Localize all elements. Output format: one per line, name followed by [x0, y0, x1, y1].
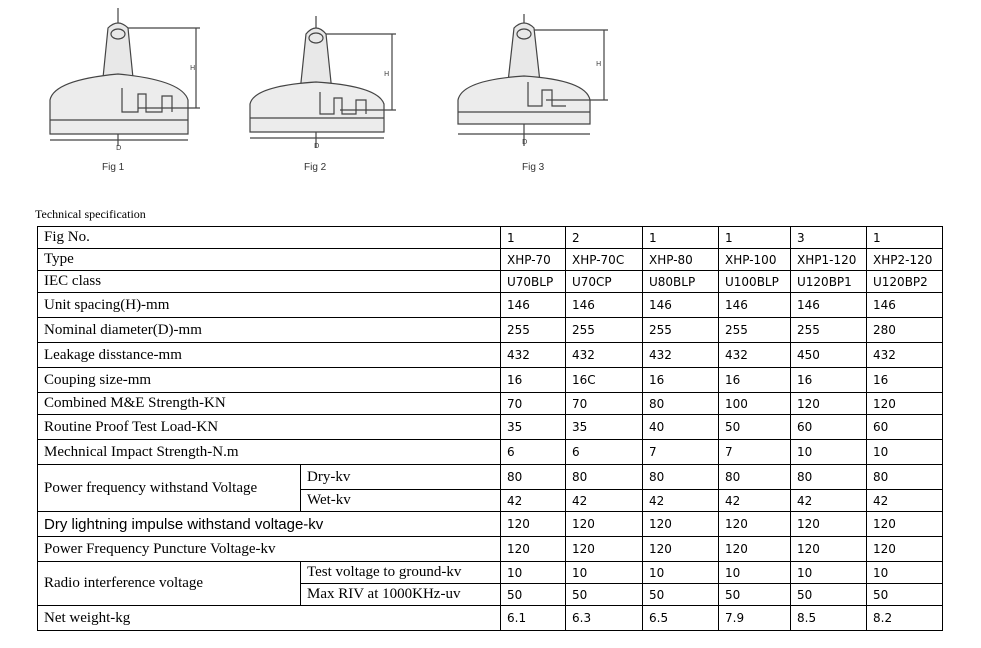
sub-row-label: Test voltage to ground-kv	[301, 562, 501, 584]
cell: 35	[501, 415, 566, 440]
cell: 7	[643, 440, 719, 465]
cell: 255	[791, 318, 867, 343]
cell: 42	[643, 490, 719, 512]
cell: 6.1	[501, 606, 566, 631]
cell: XHP-80	[643, 249, 719, 271]
row-label: Dry lightning impulse withstand voltage-kv	[38, 512, 501, 537]
table-row-radio-test-voltage	[38, 562, 943, 584]
cell: 120	[566, 512, 643, 537]
cell: 8.5	[791, 606, 867, 631]
cell: 42	[566, 490, 643, 512]
cell: 80	[566, 465, 643, 490]
table-row-power-freq-dry	[38, 465, 943, 490]
figure-label: Fig 3	[522, 162, 545, 173]
cell: 16	[501, 368, 566, 393]
cell: 2	[566, 227, 643, 249]
cell: 35	[566, 415, 643, 440]
cell: 10	[867, 440, 943, 465]
sub-row-label: Wet-kv	[301, 490, 501, 512]
cell: U70BLP	[501, 271, 566, 293]
cell: 42	[791, 490, 867, 512]
cell: 6	[501, 440, 566, 465]
cell: 16	[791, 368, 867, 393]
dimension-h-label: H	[190, 64, 196, 72]
row-label: Routine Proof Test Load-KN	[38, 415, 501, 440]
dimension-d-label: D	[314, 142, 320, 150]
cell: 120	[791, 512, 867, 537]
cell: U120BP1	[791, 271, 867, 293]
cell: 42	[501, 490, 566, 512]
dimension-h-label: H	[596, 60, 602, 68]
figure-3	[450, 8, 615, 173]
cell: 120	[867, 537, 943, 562]
cell: U70CP	[566, 271, 643, 293]
cell: 280	[867, 318, 943, 343]
table-row-dry-lightning	[38, 512, 943, 537]
cell: 146	[566, 293, 643, 318]
figure-2	[244, 8, 404, 173]
cell: 1	[643, 227, 719, 249]
cell: 40	[643, 415, 719, 440]
table-row-routine-proof	[38, 415, 943, 440]
cell: XHP-100	[719, 249, 791, 271]
cell: U80BLP	[643, 271, 719, 293]
cell: 60	[867, 415, 943, 440]
dimension-h-label: H	[384, 70, 390, 78]
cell: 10	[867, 562, 943, 584]
cell: 120	[643, 512, 719, 537]
cell: 7	[719, 440, 791, 465]
cell: 432	[643, 343, 719, 368]
cell: U100BLP	[719, 271, 791, 293]
cell: 10	[501, 562, 566, 584]
cell: 255	[643, 318, 719, 343]
cell: 70	[501, 393, 566, 415]
cell: 432	[566, 343, 643, 368]
cell: 16	[867, 368, 943, 393]
row-label: Leakage disstance-mm	[38, 343, 501, 368]
row-label: Fig No.	[38, 227, 501, 249]
cell: 80	[643, 393, 719, 415]
cell: 70	[566, 393, 643, 415]
cell: 50	[566, 584, 643, 606]
cell: 42	[867, 490, 943, 512]
spec-table	[37, 226, 943, 631]
cell: 80	[791, 465, 867, 490]
row-label: Nominal diameter(D)-mm	[38, 318, 501, 343]
table-row-combined-me	[38, 393, 943, 415]
cell: 255	[566, 318, 643, 343]
spec-title: Technical specification	[35, 207, 146, 221]
table-row-unit-spacing	[38, 293, 943, 318]
cell: 16	[719, 368, 791, 393]
cell: XHP2-120	[867, 249, 943, 271]
cell: 50	[719, 584, 791, 606]
cell: 120	[719, 512, 791, 537]
row-label: Combined M&E Strength-KN	[38, 393, 501, 415]
cell: 1	[719, 227, 791, 249]
row-label: Couping size-mm	[38, 368, 501, 393]
cell: 50	[791, 584, 867, 606]
cell: 120	[643, 537, 719, 562]
cell: 50	[643, 584, 719, 606]
cell: 120	[501, 537, 566, 562]
insulator-drawing-fig3	[450, 8, 615, 158]
cell: U120BP2	[867, 271, 943, 293]
insulator-drawing-fig2	[244, 8, 404, 158]
cell: XHP1-120	[791, 249, 867, 271]
table-row-iec-class	[38, 271, 943, 293]
cell: 450	[791, 343, 867, 368]
row-label: Type	[38, 249, 501, 271]
row-label: Power frequency withstand Voltage	[38, 465, 301, 512]
cell: 6.3	[566, 606, 643, 631]
cell: 10	[643, 562, 719, 584]
cell: 100	[719, 393, 791, 415]
table-row-couping	[38, 368, 943, 393]
row-label: Mechnical Impact Strength-N.m	[38, 440, 501, 465]
cell: 10	[791, 440, 867, 465]
cell: XHP-70	[501, 249, 566, 271]
cell: 80	[867, 465, 943, 490]
row-label: Power Frequency Puncture Voltage-kv	[38, 537, 501, 562]
cell: 146	[791, 293, 867, 318]
table-row-mech-impact	[38, 440, 943, 465]
cell: 42	[719, 490, 791, 512]
cell: 50	[501, 584, 566, 606]
cell: 255	[719, 318, 791, 343]
cell: 432	[501, 343, 566, 368]
row-label: Unit spacing(H)-mm	[38, 293, 501, 318]
cell: 146	[867, 293, 943, 318]
table-row-net-weight	[38, 606, 943, 631]
cell: 50	[867, 584, 943, 606]
figure-label: Fig 2	[304, 162, 327, 173]
dimension-d-label: D	[522, 138, 528, 146]
dimension-d-label: D	[116, 144, 122, 152]
cell: 120	[867, 512, 943, 537]
cell: 1	[867, 227, 943, 249]
cell: 16	[643, 368, 719, 393]
cell: 50	[719, 415, 791, 440]
cell: 146	[643, 293, 719, 318]
insulator-drawing-fig1	[38, 8, 213, 158]
table-row-fig-no	[38, 227, 943, 249]
table-row-leakage	[38, 343, 943, 368]
cell: 80	[501, 465, 566, 490]
cell: XHP-70C	[566, 249, 643, 271]
cell: 60	[791, 415, 867, 440]
cell: 10	[719, 562, 791, 584]
row-label: Net weight-kg	[38, 606, 501, 631]
sub-row-label: Max RIV at 1000KHz-uv	[301, 584, 501, 606]
cell: 10	[566, 562, 643, 584]
cell: 80	[719, 465, 791, 490]
table-row-power-freq-puncture	[38, 537, 943, 562]
cell: 120	[791, 537, 867, 562]
table-row-type	[38, 249, 943, 271]
figure-label: Fig 1	[102, 162, 125, 173]
row-label: Radio interference voltage	[38, 562, 301, 606]
cell: 432	[867, 343, 943, 368]
cell: 6.5	[643, 606, 719, 631]
cell: 120	[566, 537, 643, 562]
table-row-nominal-diameter	[38, 318, 943, 343]
figure-1	[38, 8, 213, 173]
cell: 80	[643, 465, 719, 490]
cell: 120	[501, 512, 566, 537]
sub-row-label: Dry-kv	[301, 465, 501, 490]
row-label: IEC class	[38, 271, 501, 293]
cell: 146	[719, 293, 791, 318]
cell: 120	[867, 393, 943, 415]
cell: 120	[719, 537, 791, 562]
cell: 6	[566, 440, 643, 465]
cell: 146	[501, 293, 566, 318]
cell: 8.2	[867, 606, 943, 631]
cell: 432	[719, 343, 791, 368]
cell: 3	[791, 227, 867, 249]
cell: 16C	[566, 368, 643, 393]
cell: 7.9	[719, 606, 791, 631]
cell: 255	[501, 318, 566, 343]
cell: 1	[501, 227, 566, 249]
cell: 10	[791, 562, 867, 584]
cell: 120	[791, 393, 867, 415]
